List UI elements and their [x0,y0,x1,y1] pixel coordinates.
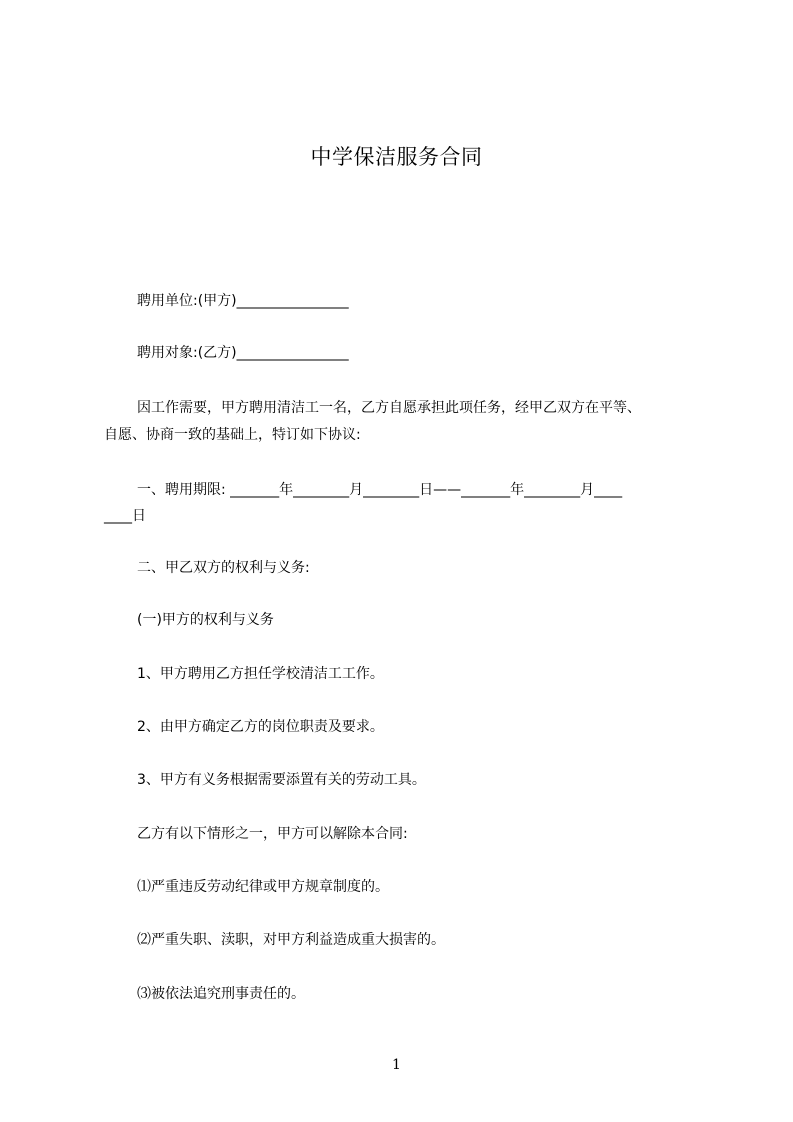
termination-intro: 乙方有以下情形之一，甲方可以解除本合同: [137,826,408,842]
term-line-1: 一、聘用期限: _______年________月________日——_______年________月____ [137,482,623,498]
page-number: 1 [392,1057,401,1073]
party-a-line [137,291,349,311]
party-a-item-1: 1、甲方聘用乙方担任学校清洁工工作。 [137,666,384,682]
intro-line-2: 自愿、协商一致的基础上，特订如下协议: [104,427,361,443]
party-b-line [137,343,349,363]
party-a-item-2: 2、由甲方确定乙方的岗位职责及要求。 [137,719,384,735]
document-title: 中学保洁服务合同 [310,145,483,169]
termination-item-3: ⑶被依法追究刑事责任的。 [137,986,305,1002]
party-a-item-3: 3、甲方有义务根据需要添置有关的劳动工具。 [137,772,426,788]
party-b-blank: ________________ [236,345,349,361]
section-2-heading: 二、甲乙双方的权利与义务: [137,560,310,576]
termination-item-1: ⑴严重违反劳动纪律或甲方规章制度的。 [137,879,389,895]
party-a-label: 聘用单位:(甲方) [137,293,237,309]
termination-item-2: ⑵严重失职、渎职，对甲方利益造成重大损害的。 [137,932,445,948]
party-b-label: 聘用对象:(乙方) [137,345,237,361]
intro-line-1: 因工作需要，甲方聘用清洁工一名，乙方自愿承担此项任务，经甲乙双方在平等、 [137,400,641,416]
sub-heading-party-a: (一)甲方的权利与义务 [137,612,274,628]
party-a-blank: ________________ [236,293,349,309]
term-line-2: ____日 [104,508,146,524]
